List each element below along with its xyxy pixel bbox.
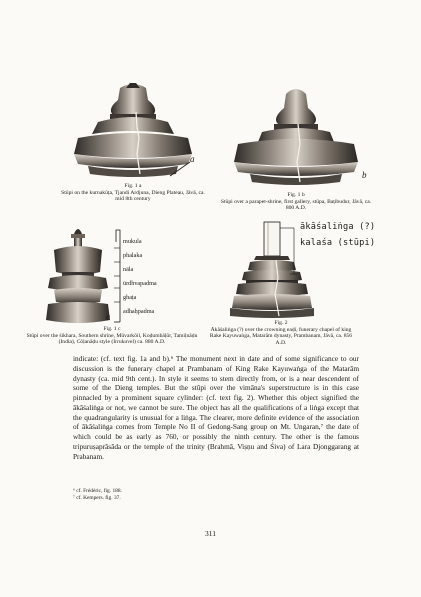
fig-1b-letter: b	[362, 170, 367, 180]
fig-1c-label-mukula: mukula	[123, 238, 142, 245]
fig-1a-caption	[58, 183, 208, 203]
fig-1b-caption-text: Stūpi over a parapet-shrine, first gallery, stūpa, Baṭibudur, Jāvā, ca. 800 A.D.	[220, 198, 372, 212]
fig-2-number: Fig. 2	[274, 320, 288, 326]
page-number: 311	[205, 529, 216, 538]
fig-1c-label-urdhvapadma: ūrdhvapadma	[123, 280, 157, 287]
figure-1c	[24, 222, 220, 352]
fig-2-label-akasalinga: ākāśaliṅga (?)	[300, 222, 376, 232]
fig-1c-label-ghata: ghaṭa	[123, 294, 137, 301]
fig-1b-number: Fig. 1 b	[287, 192, 305, 198]
fig-2-caption	[206, 320, 356, 347]
fig-1a-letter: a	[190, 154, 195, 164]
fig-1c-caption	[24, 326, 200, 346]
fig-1a-number: Fig. 1 a	[124, 183, 142, 189]
figure-2	[206, 214, 396, 352]
body-paragraph	[73, 354, 359, 461]
footnote-7: ⁷ cf. Kempers. fig. 37.	[73, 495, 121, 502]
footnote-6: ⁶ cf. Frédéric, fig. 188.	[73, 488, 122, 494]
fig-2-caption-text: Ākāśaliṅga (?) over the crowning eaḍi, funerary chapel of king Rake Kayuwaṅga, Matarām dynasty, Prambanam, Jāvā, ca. 856 A.D.	[209, 326, 353, 347]
figure-1a	[58, 82, 208, 208]
footnotes	[73, 488, 359, 502]
body-paragraph-text: indicate: (cf. text fig. 1a and b).⁶ The monument next in date and of some significance to our discussion is the funerary chapel at Prambanam of King Rake Kayuwaṅga of the Matarām dynasty (ca. mid 9th cent.). In style it seems to stem directly from, or is a near descendent of some of the Dieng temples. But the stūpi over the vimāna's superstructure is in this case pinnacled by a prominent square cylinder: (cf. text fig. 2). Whether this object signified the ākāśaliṅga or not, we cannot be sure. The object has all the qualifications of a liṅga except that the quadrangularity is unusual for a liṅga. The clearer, more definite evidence of the association of ākāśaliṅga comes from Temple No II of Gedong-Sang group on Mt. Ungaran,⁷ the date of which could be as early as 760, or possibly the ninth century. The other is the famous tripuruṣaprāsāda or the temple of the trinity (Brahmā, Viṣṇu and Śiva) of Lara Djonggarang at Prabanam.	[73, 354, 359, 461]
fig-1c-caption-text: Stūpi over the śikhara, Southern shrine, Mūvarkōil, Koḍumbāḷūr, Tamiḷnāḍu (India), Cōḷanāḍu style (Irrukuvel) ca. 880 A.D.	[26, 332, 198, 346]
fig-1c-label-adhahpadma: adhaḥpadma	[123, 308, 155, 315]
fig-1c-letter: c	[106, 312, 110, 322]
fig-2-label-kalasa: kalaśa (stūpi)	[300, 238, 376, 248]
fig-1b-stupi-drawing	[216, 84, 376, 192]
fig-1c-stupi-drawing	[24, 222, 220, 326]
fig-1c-label-nala: nāla	[123, 266, 134, 273]
fig-1b-caption	[216, 192, 376, 212]
fig-1c-number: Fig. 1 c	[103, 326, 121, 332]
fig-1a-caption-text: Stūpi on the kurnakūṭa, Tjandi Ardjuna, Dieng Plateau, Jāvā, ca. mid 8th century	[61, 189, 205, 203]
figure-1b	[216, 84, 376, 212]
fig-1a-stupi-drawing	[58, 82, 208, 182]
fig-1c-label-phalaka: phalaka	[123, 252, 143, 259]
